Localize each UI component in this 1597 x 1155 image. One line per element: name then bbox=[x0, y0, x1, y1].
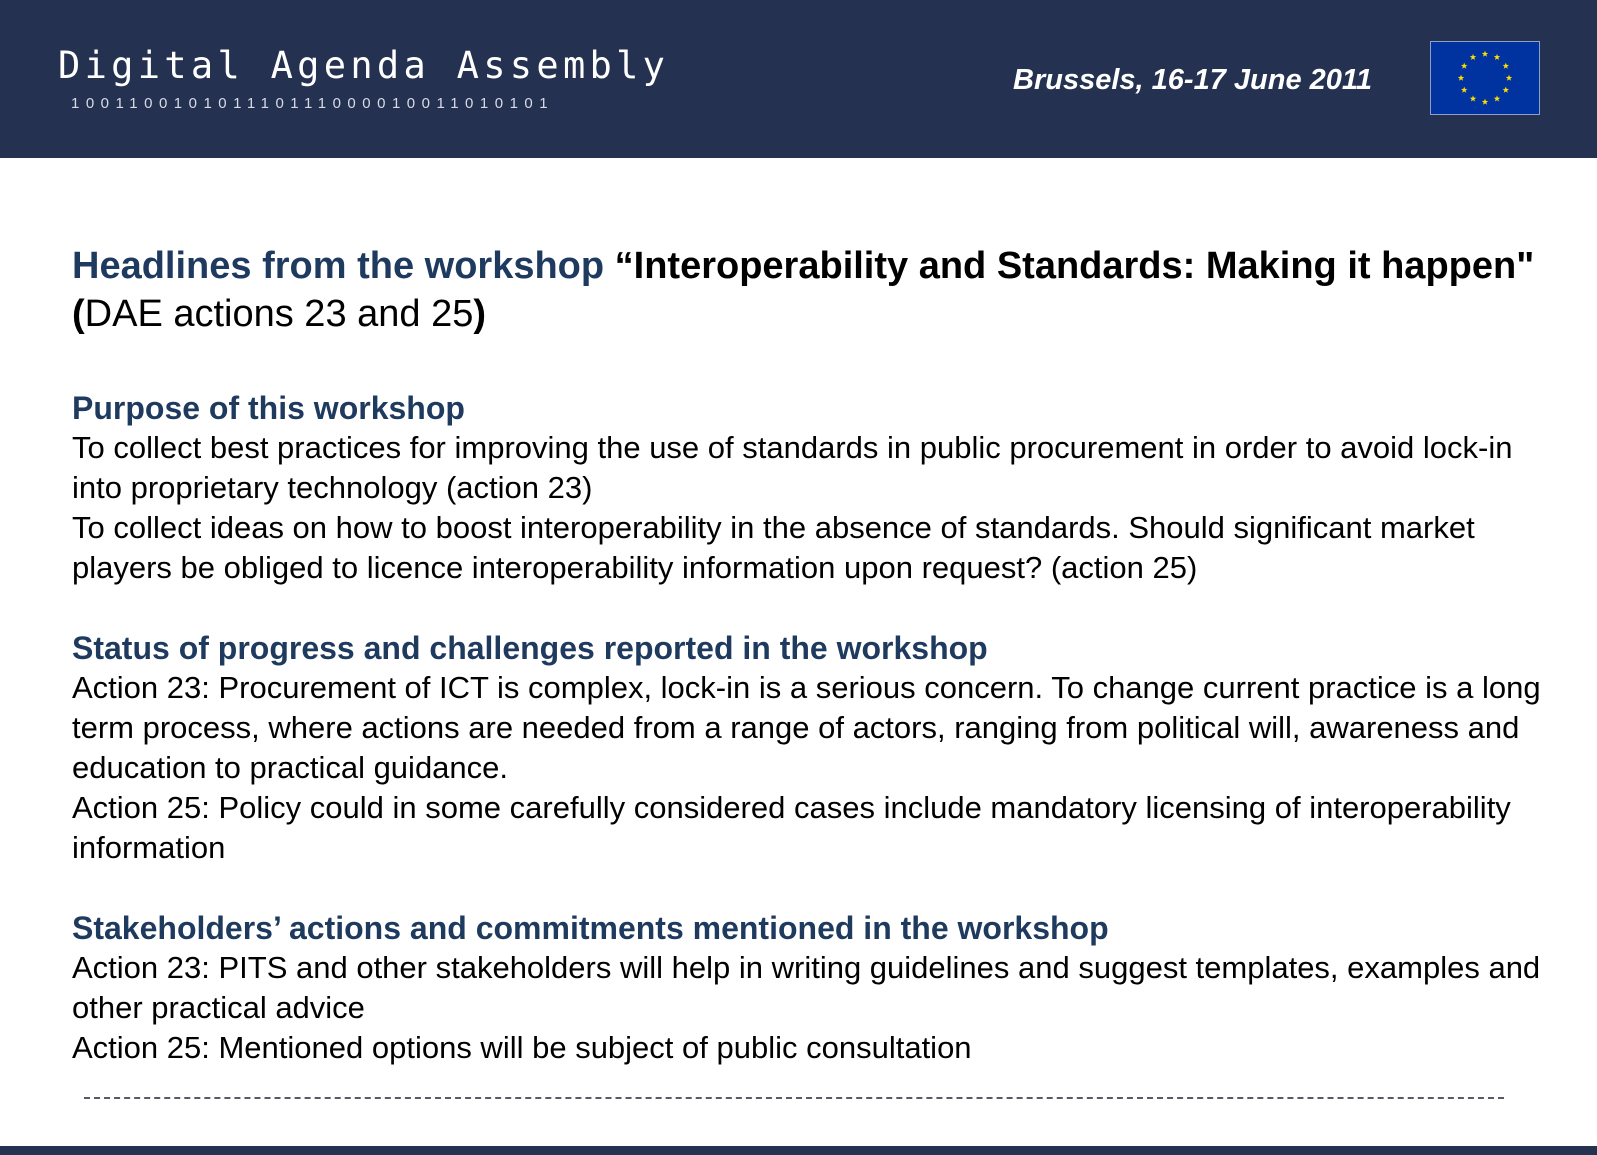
section-status bbox=[72, 628, 1552, 868]
section-stakeholders bbox=[72, 908, 1552, 1068]
brand-binary-string: 100110010101110111000010011010101 bbox=[71, 95, 555, 112]
section-purpose bbox=[72, 388, 1552, 588]
slide-headline bbox=[72, 242, 1552, 338]
headline-open-paren: ( bbox=[72, 293, 85, 335]
headline-close-paren: ) bbox=[473, 293, 487, 335]
status-line-action-25: Action 25: Policy could in some carefully considered cases include mandatory licensing of interoperability information bbox=[72, 790, 1511, 865]
footer-bar bbox=[0, 1146, 1597, 1155]
purpose-line-action-25: To collect ideas on how to boost interoperability in the absence of standards. Should significant market players be obliged to licence interoperability information upon request? (action 25) bbox=[72, 510, 1475, 585]
section-title-status: Status of progress and challenges reported in the workshop bbox=[72, 630, 988, 666]
section-title-stakeholders: Stakeholders’ actions and commitments mentioned in the workshop bbox=[72, 910, 1109, 946]
stakeholders-line-action-23: Action 23: PITS and other stakeholders will help in writing guidelines and suggest templates, examples and other practical advice bbox=[72, 950, 1541, 1025]
header-band bbox=[0, 0, 1597, 158]
headline-prefix: Headlines from the workshop bbox=[72, 245, 615, 287]
headline-quoted-title: “Interoperability and Standards: Making it happen" bbox=[614, 245, 1535, 287]
stakeholders-line-action-25: Action 25: Mentioned options will be subject of public consultation bbox=[72, 1030, 972, 1065]
status-line-action-23: Action 23: Procurement of ICT is complex, lock-in is a serious concern. To change current practice is a long term process, where actions are needed from a range of actors, ranging from political will, awareness and education to practical guidance. bbox=[72, 670, 1541, 785]
event-date: Brussels, 16-17 June 2011 bbox=[1013, 64, 1372, 96]
eu-flag-icon bbox=[1430, 41, 1540, 115]
dashed-divider bbox=[84, 1097, 1504, 1099]
slide-content bbox=[72, 242, 1552, 1108]
brand-title: Digital Agenda Assembly bbox=[58, 44, 670, 87]
headline-actions: DAE actions 23 and 25 bbox=[84, 293, 474, 335]
purpose-line-action-23: To collect best practices for improving the use of standards in public procurement in order to avoid lock-in into proprietary technology (action 23) bbox=[72, 430, 1513, 505]
section-title-purpose: Purpose of this workshop bbox=[72, 390, 465, 426]
